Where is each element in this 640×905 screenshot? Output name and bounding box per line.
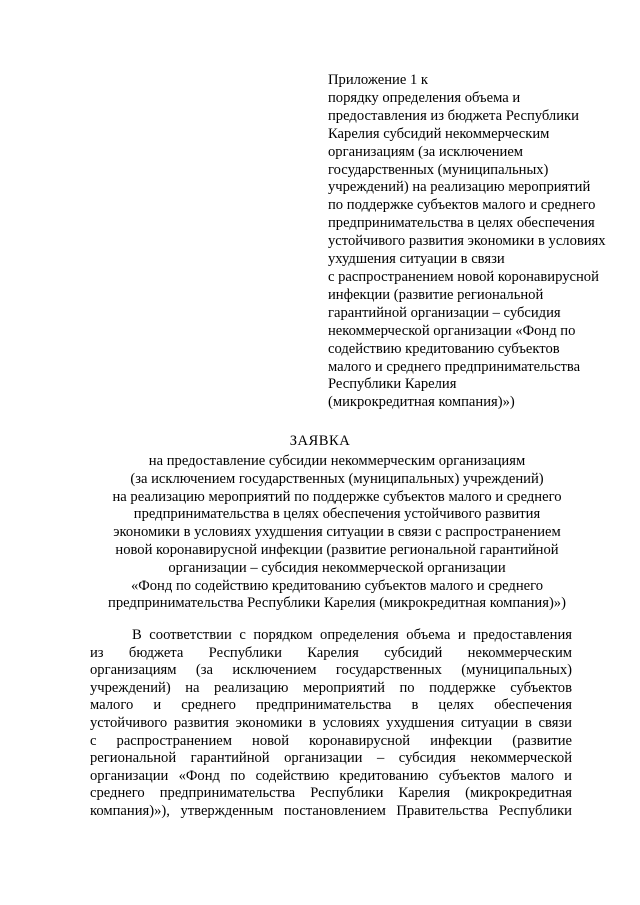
appendix-line: устойчивого развития экономики в условиях bbox=[328, 233, 606, 250]
body-line: учреждений) на реализацию мероприятий по поддержке субъектов bbox=[90, 679, 572, 696]
appendix-line: порядку определения объема и bbox=[328, 89, 521, 106]
body-line: устойчивого развития экономики в условиях ухудшения ситуации в связи bbox=[90, 714, 572, 731]
subtitle-line: (за исключением государственных (муниципальных) учреждений) bbox=[130, 470, 544, 487]
appendix-line: организациям (за исключением bbox=[328, 143, 524, 160]
appendix-line: Приложение 1 к bbox=[328, 72, 429, 88]
appendix-note bbox=[328, 72, 628, 412]
appendix-line: Республики Карелия bbox=[328, 376, 457, 393]
body-line: среднего предпринимательства Республики Карелия (микрокредитная bbox=[90, 785, 572, 802]
subtitle-line: «Фонд по содействию кредитованию субъектов малого и среднего bbox=[130, 577, 544, 594]
appendix-line: государственных (муниципальных) bbox=[328, 161, 549, 178]
appendix-line: ухудшения ситуации в связи bbox=[328, 251, 505, 268]
appendix-line: с распространением новой коронавирусной bbox=[328, 268, 599, 285]
document-title: ЗАЯВКА bbox=[289, 433, 351, 449]
subtitle-line: предпринимательства в целях обеспечения устойчивого развития bbox=[133, 506, 541, 523]
body-line: региональной гарантийной организации – субсидия некоммерческой bbox=[90, 750, 572, 767]
appendix-line: инфекции (развитие региональной bbox=[328, 286, 544, 303]
body-line: малого и среднего предпринимательства в целях обеспечения bbox=[90, 697, 572, 714]
appendix-line: содействию кредитованию субъектов bbox=[328, 340, 560, 357]
body-line: с распространением новой коронавирусной инфекции (развитие bbox=[90, 732, 572, 749]
body-paragraph bbox=[90, 627, 572, 821]
body-line: организации «Фонд по содействию кредитованию субъектов малого и bbox=[90, 767, 572, 784]
appendix-line: предоставления из бюджета Республики bbox=[328, 107, 579, 124]
appendix-line: некоммерческой организации «Фонд по bbox=[328, 322, 576, 339]
subtitle-line: организации – субсидия некоммерческой организации bbox=[168, 559, 506, 576]
appendix-line: Карелия субсидий некоммерческим bbox=[328, 125, 550, 142]
subtitle-line: на предоставление субсидии некоммерческим организациям bbox=[148, 453, 526, 469]
body-line: из бюджета Республики Карелия субсидий некоммерческим bbox=[90, 644, 572, 661]
body-line: компания)»), утвержденным постановлением Правительства Республики bbox=[90, 802, 572, 819]
subtitle-line: на реализацию мероприятий по поддержке субъектов малого и среднего bbox=[112, 488, 562, 505]
subtitle-line: новой коронавирусной инфекции (развитие региональной гарантийной bbox=[115, 541, 559, 558]
appendix-line: по поддержке субъектов малого и среднего bbox=[328, 197, 596, 214]
appendix-line: гарантийной организации – субсидия bbox=[328, 304, 561, 321]
subtitle-line: экономики в условиях ухудшения ситуации в связи с распространением bbox=[113, 524, 561, 541]
document-subtitle bbox=[60, 453, 614, 613]
appendix-line: предпринимательства в целях обеспечения bbox=[328, 215, 595, 232]
appendix-line: (микрокредитная компания)») bbox=[328, 394, 515, 411]
subtitle-line: предпринимательства Республики Карелия (микрокредитная компания)») bbox=[108, 595, 566, 612]
appendix-line: малого и среднего предпринимательства bbox=[328, 358, 581, 375]
body-line: В соответствии с порядком определения объема и предоставления bbox=[132, 627, 572, 643]
appendix-line: учреждений) на реализацию мероприятий bbox=[328, 179, 591, 196]
body-line: организациям (за исключением государственных (муниципальных) bbox=[90, 662, 572, 679]
